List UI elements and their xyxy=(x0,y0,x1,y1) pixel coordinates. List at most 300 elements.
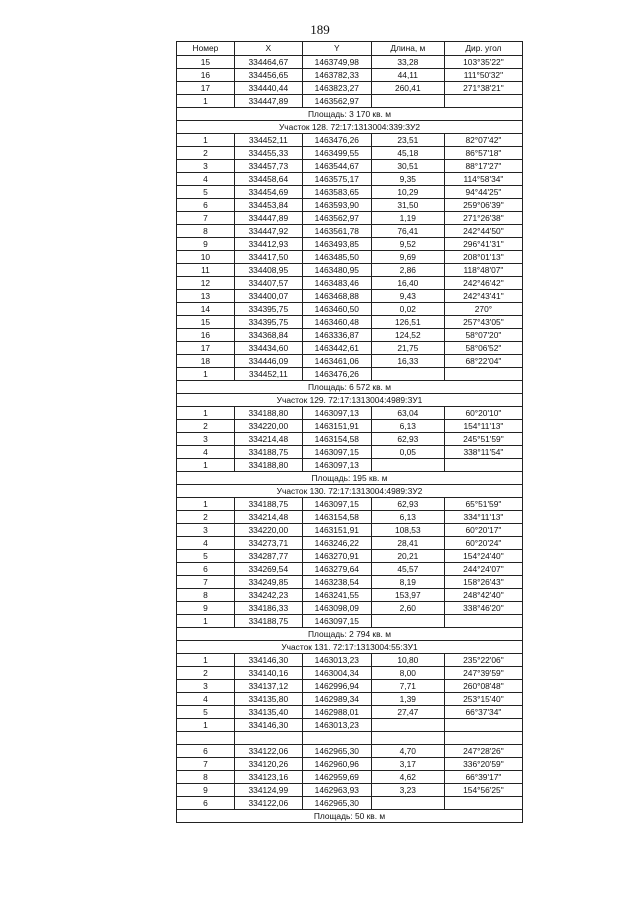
table-row xyxy=(177,797,523,810)
cell-x: 334454,69 xyxy=(234,186,302,199)
cell-length: 9,52 xyxy=(371,238,444,251)
cell-direction-angle: 66°37'34" xyxy=(444,706,522,719)
cell-y: 1463480,95 xyxy=(302,264,371,277)
cell-x: 334186,33 xyxy=(234,602,302,615)
cell-direction-angle: 114°58'34" xyxy=(444,173,522,186)
table-row xyxy=(177,147,523,160)
cell-number: 1 xyxy=(177,498,235,511)
cell-number: 2 xyxy=(177,420,235,433)
cell-x: 334368,84 xyxy=(234,329,302,342)
table-row xyxy=(177,264,523,277)
table-row xyxy=(177,316,523,329)
table-row xyxy=(177,342,523,355)
cell-y: 1463593,90 xyxy=(302,199,371,212)
table-row xyxy=(177,784,523,797)
cell-y: 1463782,33 xyxy=(302,69,371,82)
cell-y: 1463279,64 xyxy=(302,563,371,576)
cell-y: 1462965,30 xyxy=(302,797,371,810)
cell-y: 1463476,26 xyxy=(302,368,371,381)
cell-direction-angle: 242°44'50" xyxy=(444,225,522,238)
cell-x: 334120,26 xyxy=(234,758,302,771)
cell-number: 18 xyxy=(177,355,235,368)
cell-length: 8,19 xyxy=(371,576,444,589)
cell-x: 334452,11 xyxy=(234,134,302,147)
cell-x: 334434,60 xyxy=(234,342,302,355)
cell-x: 334135,80 xyxy=(234,693,302,706)
cell-length: 6,13 xyxy=(371,420,444,433)
cell-x: 334408,95 xyxy=(234,264,302,277)
cell-x: 334220,00 xyxy=(234,420,302,433)
cell-length: 21,75 xyxy=(371,342,444,355)
cell-number: 1 xyxy=(177,407,235,420)
table-row xyxy=(177,498,523,511)
cell-length xyxy=(371,719,444,732)
table-row xyxy=(177,251,523,264)
cell-length: 3,17 xyxy=(371,758,444,771)
table-row xyxy=(177,173,523,186)
cell-x: 334412,93 xyxy=(234,238,302,251)
cell-length: 20,21 xyxy=(371,550,444,563)
section-title: Участок 128. 72:17:1313004:339:ЗУ2 xyxy=(177,121,523,134)
cell-direction-angle xyxy=(444,368,522,381)
cell-length: 45,57 xyxy=(371,563,444,576)
cell-length: 0,05 xyxy=(371,446,444,459)
area-row xyxy=(177,381,523,394)
section-title-row xyxy=(177,394,523,407)
cell-y: 1463004,34 xyxy=(302,667,371,680)
cell-direction-angle: 270° xyxy=(444,303,522,316)
section-title-row xyxy=(177,641,523,654)
cell-direction-angle: 271°38'21" xyxy=(444,82,522,95)
cell-x: 334407,57 xyxy=(234,277,302,290)
cell-x: 334214,48 xyxy=(234,433,302,446)
cell-y: 1463485,50 xyxy=(302,251,371,264)
cell-y: 1463562,97 xyxy=(302,95,371,108)
cell-number: 2 xyxy=(177,667,235,680)
cell-x: 334395,75 xyxy=(234,316,302,329)
cell-number: 17 xyxy=(177,342,235,355)
header-number: Номер xyxy=(177,42,235,56)
cell-x: 334440,44 xyxy=(234,82,302,95)
cell-y: 1463151,91 xyxy=(302,420,371,433)
cell-number: 1 xyxy=(177,459,235,472)
cell-y: 1463097,15 xyxy=(302,446,371,459)
cell-y: 1463013,23 xyxy=(302,719,371,732)
cell-y: 1463823,27 xyxy=(302,82,371,95)
cell-y: 1463461,06 xyxy=(302,355,371,368)
cell-x: 334249,85 xyxy=(234,576,302,589)
cell-number: 8 xyxy=(177,771,235,784)
cell-x: 334188,75 xyxy=(234,615,302,628)
cell-number: 16 xyxy=(177,69,235,82)
table-row xyxy=(177,134,523,147)
table-row xyxy=(177,524,523,537)
cell-length: 0,02 xyxy=(371,303,444,316)
cell-direction-angle xyxy=(444,459,522,472)
table-row xyxy=(177,745,523,758)
cell-length: 44,11 xyxy=(371,69,444,82)
cell-length: 27,47 xyxy=(371,706,444,719)
cell-direction-angle: 253°15'40" xyxy=(444,693,522,706)
cell-number: 4 xyxy=(177,446,235,459)
cell-x: 334188,75 xyxy=(234,446,302,459)
table-row xyxy=(177,56,523,69)
cell-number: 6 xyxy=(177,563,235,576)
cell-number: 8 xyxy=(177,589,235,602)
cell-x: 334188,80 xyxy=(234,459,302,472)
cell-number: 6 xyxy=(177,745,235,758)
cell-y: 1463154,58 xyxy=(302,511,371,524)
header-x: X xyxy=(234,42,302,56)
table-row xyxy=(177,355,523,368)
cell-length xyxy=(371,797,444,810)
table-row xyxy=(177,277,523,290)
cell-y: 1463270,91 xyxy=(302,550,371,563)
area-label: Площадь: 195 кв. м xyxy=(177,472,523,485)
cell-length: 2,86 xyxy=(371,264,444,277)
cell-direction-angle: 334°11'13" xyxy=(444,511,522,524)
table-row xyxy=(177,69,523,82)
cell-y: 1463468,88 xyxy=(302,290,371,303)
cell-number: 1 xyxy=(177,368,235,381)
cell-direction-angle: 60°20'17" xyxy=(444,524,522,537)
table-row xyxy=(177,537,523,550)
cell-x: 334287,77 xyxy=(234,550,302,563)
cell-direction-angle xyxy=(444,732,522,745)
cell-y: 1463460,48 xyxy=(302,316,371,329)
cell-length: 4,70 xyxy=(371,745,444,758)
cell-y: 1463246,22 xyxy=(302,537,371,550)
cell-x: 334446,09 xyxy=(234,355,302,368)
cell-number: 2 xyxy=(177,147,235,160)
table-row xyxy=(177,407,523,420)
cell-direction-angle: 260°08'48" xyxy=(444,680,522,693)
cell-y: 1463097,15 xyxy=(302,498,371,511)
cell-number: 1 xyxy=(177,615,235,628)
table-row xyxy=(177,82,523,95)
cell-direction-angle: 242°46'42" xyxy=(444,277,522,290)
cell-length: 4,62 xyxy=(371,771,444,784)
cell-direction-angle: 245°51'59" xyxy=(444,433,522,446)
table-row xyxy=(177,771,523,784)
cell-x xyxy=(234,732,302,745)
cell-number: 13 xyxy=(177,290,235,303)
cell-x: 334124,99 xyxy=(234,784,302,797)
cell-number: 9 xyxy=(177,602,235,615)
cell-x: 334214,48 xyxy=(234,511,302,524)
cell-number: 4 xyxy=(177,537,235,550)
cell-x: 334417,50 xyxy=(234,251,302,264)
cell-y: 1463460,50 xyxy=(302,303,371,316)
cell-length: 260,41 xyxy=(371,82,444,95)
cell-length xyxy=(371,368,444,381)
table-row xyxy=(177,420,523,433)
cell-length xyxy=(371,732,444,745)
cell-length: 9,69 xyxy=(371,251,444,264)
coordinates-table xyxy=(176,41,523,823)
cell-length: 16,40 xyxy=(371,277,444,290)
cell-length: 62,93 xyxy=(371,498,444,511)
cell-direction-angle: 296°41'31" xyxy=(444,238,522,251)
cell-number: 8 xyxy=(177,225,235,238)
cell-direction-angle: 154°24'40" xyxy=(444,550,522,563)
table-row xyxy=(177,706,523,719)
table-row xyxy=(177,212,523,225)
cell-x: 334456,65 xyxy=(234,69,302,82)
cell-number: 1 xyxy=(177,95,235,108)
cell-x: 334395,75 xyxy=(234,303,302,316)
section-title: Участок 131. 72:17:1313004:55:ЗУ1 xyxy=(177,641,523,654)
cell-number: 1 xyxy=(177,134,235,147)
cell-number: 10 xyxy=(177,251,235,264)
cell-length: 7,71 xyxy=(371,680,444,693)
table-row xyxy=(177,654,523,667)
cell-x: 334269,54 xyxy=(234,563,302,576)
cell-number: 3 xyxy=(177,680,235,693)
cell-x: 334220,00 xyxy=(234,524,302,537)
table-row xyxy=(177,511,523,524)
cell-number: 3 xyxy=(177,524,235,537)
area-label: Площадь: 6 572 кв. м xyxy=(177,381,523,394)
cell-length: 33,28 xyxy=(371,56,444,69)
cell-number: 5 xyxy=(177,186,235,199)
cell-direction-angle: 259°06'39" xyxy=(444,199,522,212)
cell-direction-angle: 66°39'17" xyxy=(444,771,522,784)
table-row xyxy=(177,160,523,173)
cell-length: 9,43 xyxy=(371,290,444,303)
table-row xyxy=(177,563,523,576)
cell-direction-angle: 336°20'59" xyxy=(444,758,522,771)
table-row xyxy=(177,758,523,771)
cell-direction-angle: 235°22'06" xyxy=(444,654,522,667)
cell-x: 334135,40 xyxy=(234,706,302,719)
cell-direction-angle: 158°26'43" xyxy=(444,576,522,589)
area-label: Площадь: 3 170 кв. м xyxy=(177,108,523,121)
table-row xyxy=(177,433,523,446)
cell-y: 1463097,15 xyxy=(302,615,371,628)
cell-x: 334123,16 xyxy=(234,771,302,784)
cell-number: 7 xyxy=(177,758,235,771)
table-row xyxy=(177,732,523,745)
header-length: Длина, м xyxy=(371,42,444,56)
header-direction-angle: Дир. угол xyxy=(444,42,522,56)
section-title-row xyxy=(177,121,523,134)
cell-length: 153,97 xyxy=(371,589,444,602)
cell-y: 1463476,26 xyxy=(302,134,371,147)
cell-number: 3 xyxy=(177,160,235,173)
cell-number: 9 xyxy=(177,784,235,797)
cell-direction-angle: 94°44'25" xyxy=(444,186,522,199)
cell-direction-angle: 247°28'26" xyxy=(444,745,522,758)
table-row xyxy=(177,95,523,108)
cell-direction-angle xyxy=(444,615,522,628)
cell-direction-angle: 338°11'54" xyxy=(444,446,522,459)
cell-x: 334458,64 xyxy=(234,173,302,186)
cell-number: 14 xyxy=(177,303,235,316)
cell-x: 334447,89 xyxy=(234,212,302,225)
cell-y: 1463336,87 xyxy=(302,329,371,342)
cell-y: 1462959,69 xyxy=(302,771,371,784)
cell-y: 1463097,13 xyxy=(302,459,371,472)
cell-direction-angle xyxy=(444,95,522,108)
cell-number: 2 xyxy=(177,511,235,524)
cell-direction-angle: 244°24'07" xyxy=(444,563,522,576)
table-row xyxy=(177,329,523,342)
cell-x: 334188,80 xyxy=(234,407,302,420)
table-row xyxy=(177,238,523,251)
cell-y: 1462989,34 xyxy=(302,693,371,706)
cell-direction-angle: 248°42'40" xyxy=(444,589,522,602)
cell-number: 6 xyxy=(177,797,235,810)
cell-x: 334447,89 xyxy=(234,95,302,108)
cell-number: 4 xyxy=(177,693,235,706)
cell-y: 1463097,13 xyxy=(302,407,371,420)
table-row xyxy=(177,199,523,212)
table-row xyxy=(177,550,523,563)
cell-y: 1463442,61 xyxy=(302,342,371,355)
cell-length xyxy=(371,615,444,628)
cell-y: 1463241,55 xyxy=(302,589,371,602)
area-row xyxy=(177,628,523,641)
table-row xyxy=(177,589,523,602)
section-title: Участок 129. 72:17:1313004:4989:ЗУ1 xyxy=(177,394,523,407)
cell-x: 334146,30 xyxy=(234,654,302,667)
table-row xyxy=(177,290,523,303)
cell-direction-angle: 257°43'05" xyxy=(444,316,522,329)
cell-length: 124,52 xyxy=(371,329,444,342)
cell-length: 63,04 xyxy=(371,407,444,420)
section-title: Участок 130. 72:17:1313004:4989:ЗУ2 xyxy=(177,485,523,498)
cell-direction-angle: 247°39'59" xyxy=(444,667,522,680)
table-header-row xyxy=(177,42,523,56)
cell-length: 45,18 xyxy=(371,147,444,160)
cell-y: 1463575,17 xyxy=(302,173,371,186)
cell-number: 6 xyxy=(177,199,235,212)
cell-direction-angle: 111°50'32" xyxy=(444,69,522,82)
cell-direction-angle: 208°01'13" xyxy=(444,251,522,264)
cell-length: 126,51 xyxy=(371,316,444,329)
cell-y: 1463154,58 xyxy=(302,433,371,446)
cell-y: 1462960,96 xyxy=(302,758,371,771)
cell-direction-angle: 338°46'20" xyxy=(444,602,522,615)
cell-number: 1 xyxy=(177,719,235,732)
cell-length: 3,23 xyxy=(371,784,444,797)
cell-length: 23,51 xyxy=(371,134,444,147)
cell-direction-angle: 65°51'59" xyxy=(444,498,522,511)
cell-y: 1463544,67 xyxy=(302,160,371,173)
cell-number: 15 xyxy=(177,56,235,69)
cell-length: 10,80 xyxy=(371,654,444,667)
cell-direction-angle: 88°17'27" xyxy=(444,160,522,173)
cell-direction-angle: 242°43'41" xyxy=(444,290,522,303)
cell-number: 4 xyxy=(177,173,235,186)
table-row xyxy=(177,667,523,680)
cell-length: 1,39 xyxy=(371,693,444,706)
table-row xyxy=(177,693,523,706)
cell-x: 334242,23 xyxy=(234,589,302,602)
cell-length: 1,19 xyxy=(371,212,444,225)
cell-x: 334464,67 xyxy=(234,56,302,69)
cell-y: 1463499,55 xyxy=(302,147,371,160)
cell-length xyxy=(371,459,444,472)
area-label: Площадь: 2 794 кв. м xyxy=(177,628,523,641)
cell-direction-angle: 82°07'42" xyxy=(444,134,522,147)
cell-number: 12 xyxy=(177,277,235,290)
cell-direction-angle: 154°56'25" xyxy=(444,784,522,797)
table-row xyxy=(177,602,523,615)
table-row xyxy=(177,576,523,589)
cell-x: 334457,73 xyxy=(234,160,302,173)
cell-direction-angle: 118°48'07" xyxy=(444,264,522,277)
cell-direction-angle: 154°11'13" xyxy=(444,420,522,433)
cell-number: 1 xyxy=(177,654,235,667)
cell-number: 7 xyxy=(177,576,235,589)
area-row xyxy=(177,810,523,823)
table-row xyxy=(177,459,523,472)
cell-length: 10,29 xyxy=(371,186,444,199)
cell-direction-angle: 58°07'20" xyxy=(444,329,522,342)
cell-y: 1463151,91 xyxy=(302,524,371,537)
cell-length: 31,50 xyxy=(371,199,444,212)
cell-x: 334137,12 xyxy=(234,680,302,693)
area-label: Площадь: 50 кв. м xyxy=(177,810,523,823)
cell-y: 1462988,01 xyxy=(302,706,371,719)
cell-direction-angle: 103°35'22" xyxy=(444,56,522,69)
cell-direction-angle: 271°26'38" xyxy=(444,212,522,225)
cell-number: 17 xyxy=(177,82,235,95)
area-row xyxy=(177,108,523,121)
cell-y: 1463493,85 xyxy=(302,238,371,251)
header-y: Y xyxy=(302,42,371,56)
cell-number: 5 xyxy=(177,706,235,719)
table-row xyxy=(177,615,523,628)
cell-x: 334146,30 xyxy=(234,719,302,732)
cell-number: 11 xyxy=(177,264,235,277)
cell-length: 108,53 xyxy=(371,524,444,537)
cell-length: 6,13 xyxy=(371,511,444,524)
cell-y: 1463483,46 xyxy=(302,277,371,290)
cell-number: 7 xyxy=(177,212,235,225)
cell-number xyxy=(177,732,235,745)
cell-y: 1463013,23 xyxy=(302,654,371,667)
cell-x: 334188,75 xyxy=(234,498,302,511)
cell-length: 62,93 xyxy=(371,433,444,446)
table-row xyxy=(177,225,523,238)
cell-direction-angle: 68°22'04" xyxy=(444,355,522,368)
cell-x: 334400,07 xyxy=(234,290,302,303)
cell-length: 16,33 xyxy=(371,355,444,368)
cell-length: 9,35 xyxy=(371,173,444,186)
cell-direction-angle xyxy=(444,719,522,732)
cell-direction-angle: 60°20'24" xyxy=(444,537,522,550)
cell-y: 1463238,54 xyxy=(302,576,371,589)
cell-x: 334140,16 xyxy=(234,667,302,680)
table-row xyxy=(177,680,523,693)
cell-y: 1463098,09 xyxy=(302,602,371,615)
cell-length: 2,60 xyxy=(371,602,444,615)
cell-number: 15 xyxy=(177,316,235,329)
table-row xyxy=(177,186,523,199)
cell-x: 334122,06 xyxy=(234,797,302,810)
table-row xyxy=(177,368,523,381)
cell-x: 334273,71 xyxy=(234,537,302,550)
cell-y: 1462965,30 xyxy=(302,745,371,758)
table-body xyxy=(177,56,523,823)
cell-y: 1462963,93 xyxy=(302,784,371,797)
cell-direction-angle: 60°20'10" xyxy=(444,407,522,420)
section-title-row xyxy=(177,485,523,498)
cell-x: 334453,84 xyxy=(234,199,302,212)
